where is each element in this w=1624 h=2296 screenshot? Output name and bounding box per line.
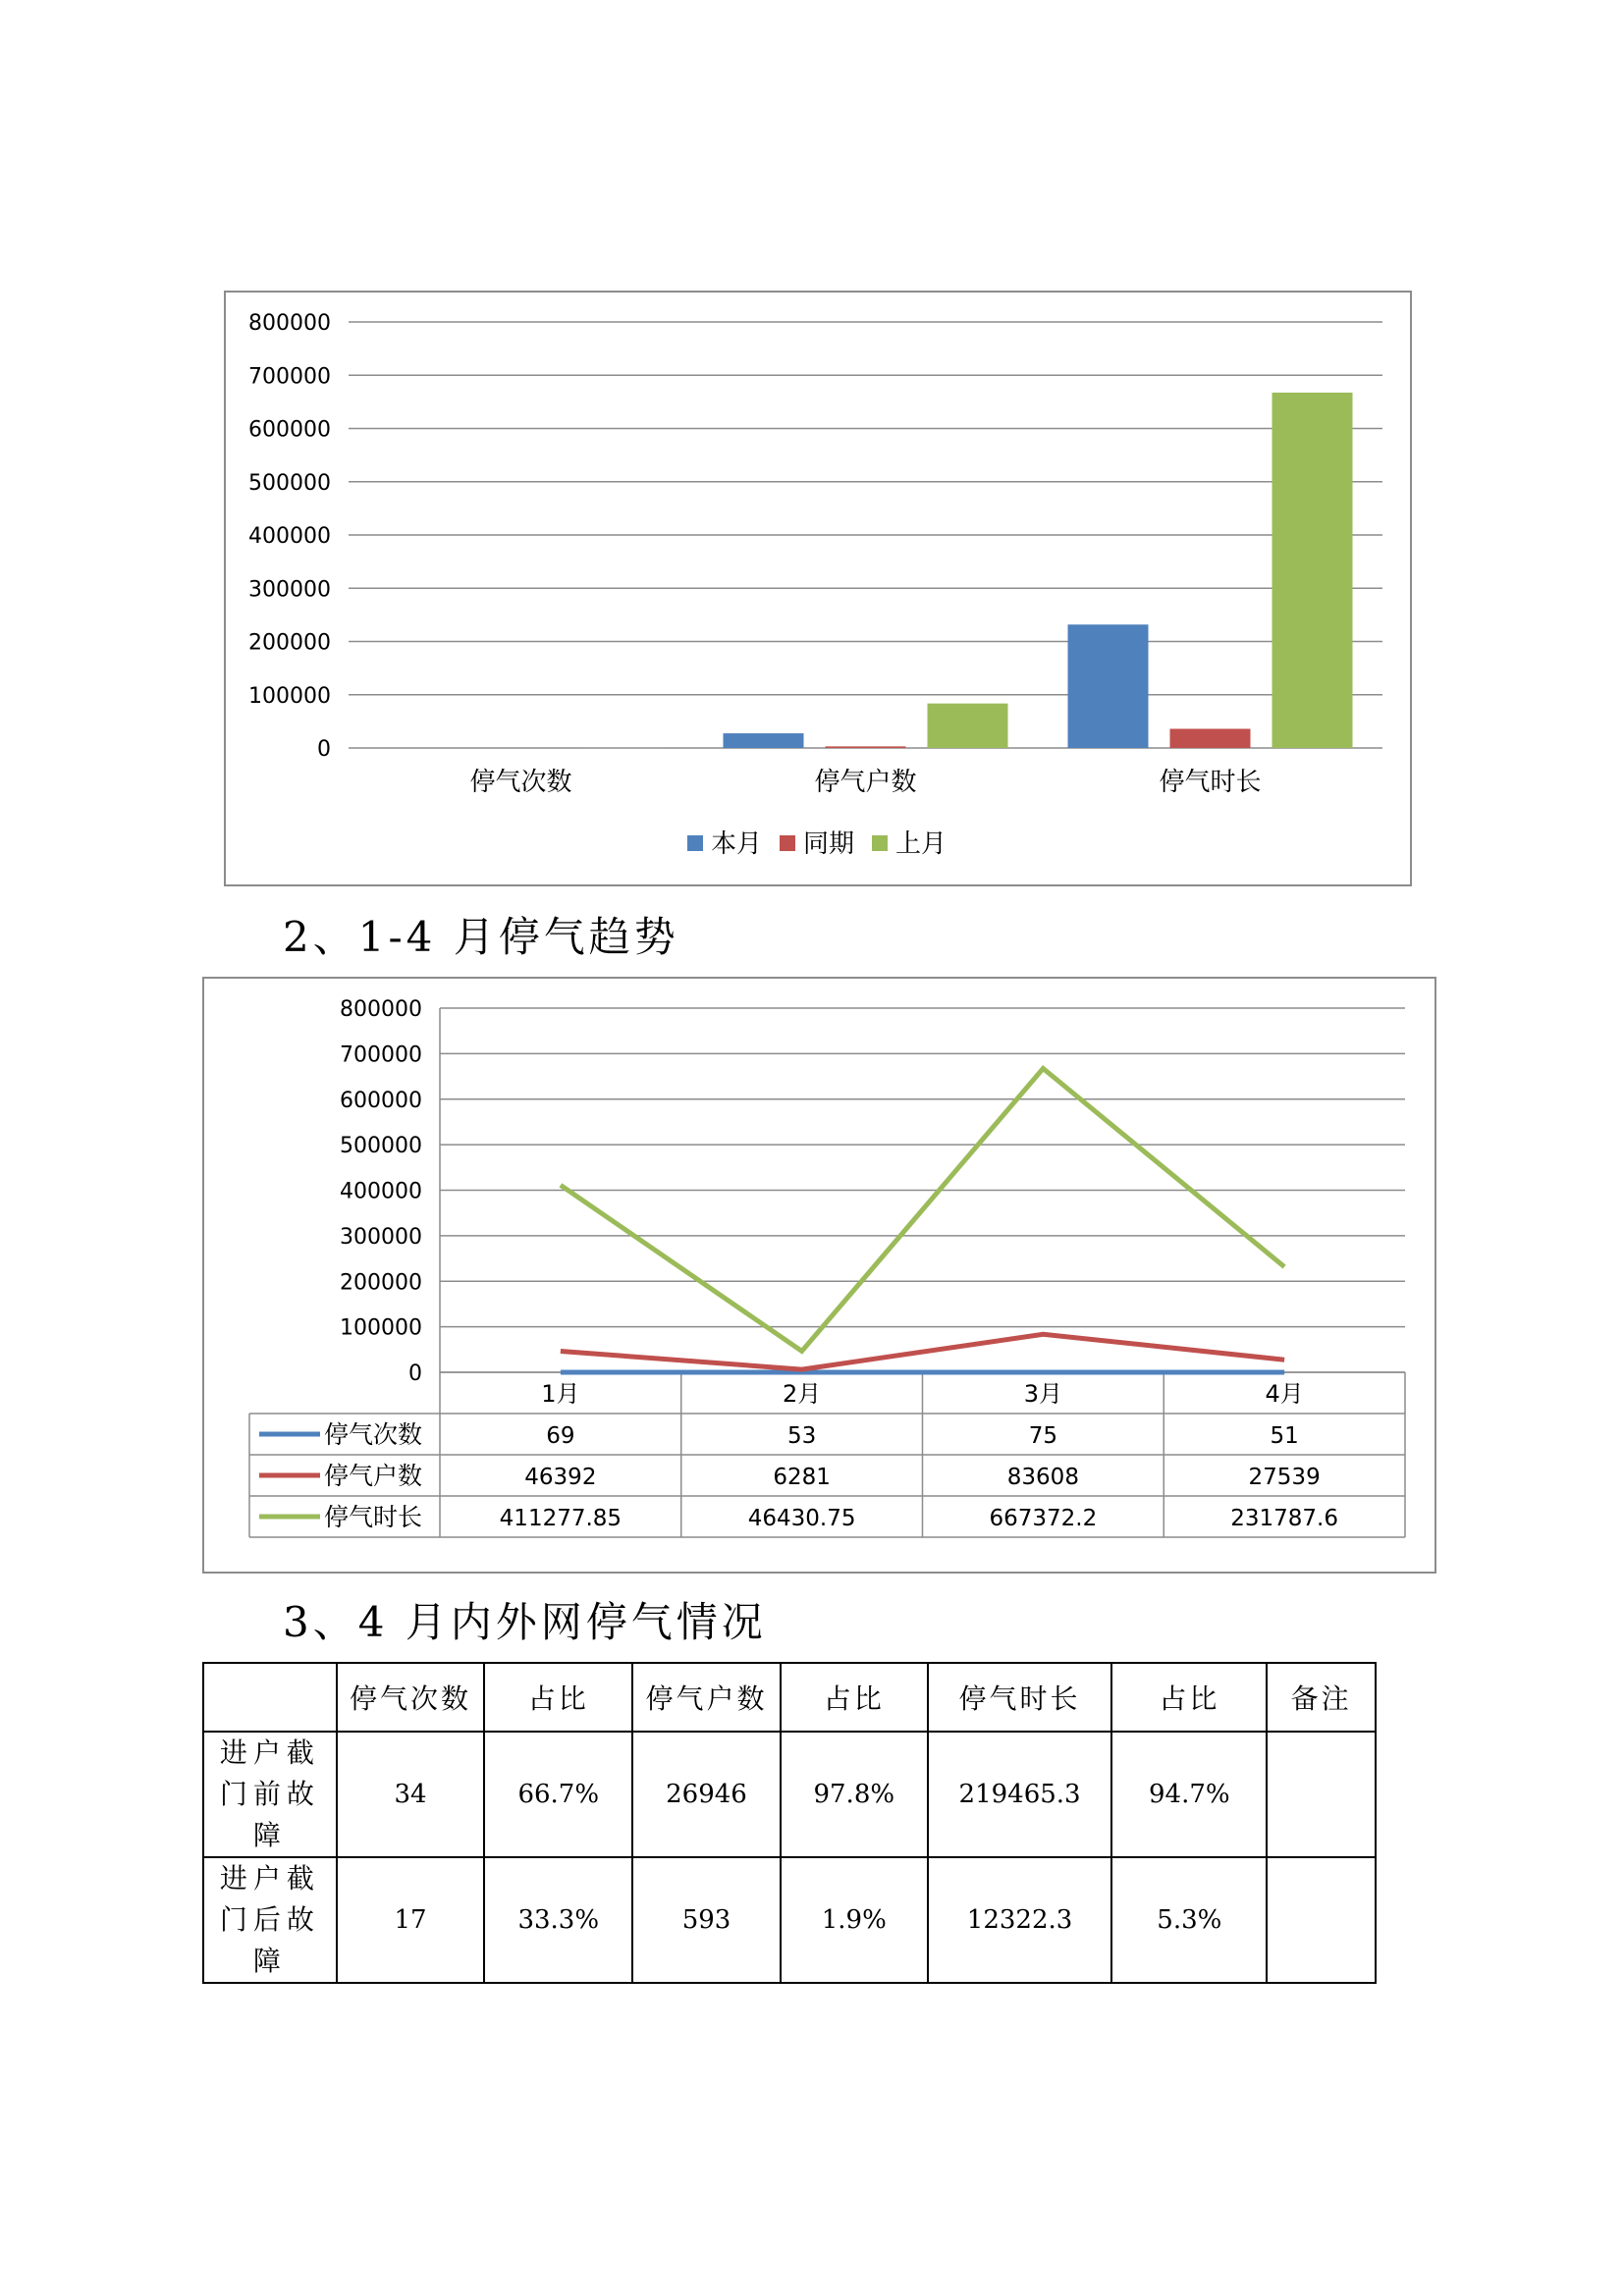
legend-label: 停气次数 — [324, 1420, 423, 1449]
data-label: 6281 — [773, 1465, 831, 1490]
bar — [1272, 393, 1353, 748]
table-header-cell — [203, 1663, 337, 1732]
trend-heading: 2、1-4 月停气趋势 — [283, 913, 679, 961]
table-cell: 12322.3 — [928, 1857, 1112, 1983]
table-cell: 66.7% — [484, 1732, 632, 1857]
table-cell: 1.9% — [781, 1857, 928, 1983]
bar-chart — [226, 293, 1410, 884]
table-row-label: 进户截门前故障 — [203, 1732, 337, 1857]
table-cell: 97.8% — [781, 1732, 928, 1857]
bar — [1068, 624, 1149, 748]
x-tick-label: 1月 — [541, 1380, 580, 1408]
data-label: 83608 — [1006, 1465, 1079, 1490]
table-header-cell: 占比 — [1111, 1663, 1267, 1732]
legend-label: 停气时长 — [324, 1503, 423, 1531]
y-tick-label: 100000 — [248, 683, 331, 709]
legend-label: 本月 — [711, 829, 763, 859]
data-label: 69 — [546, 1423, 575, 1449]
data-table — [249, 1372, 1405, 1537]
y-tick-label: 800000 — [248, 311, 331, 336]
table-row — [203, 1857, 1376, 1983]
y-tick-label: 200000 — [340, 1270, 422, 1296]
legend-label: 上月 — [895, 829, 947, 859]
chart-legend — [687, 829, 947, 859]
table-cell: 33.3% — [484, 1857, 632, 1983]
data-label: 231787.6 — [1230, 1506, 1338, 1531]
y-tick-label: 600000 — [340, 1088, 422, 1113]
y-tick-label: 400000 — [340, 1179, 422, 1204]
bar — [724, 733, 804, 748]
y-tick-label: 500000 — [340, 1134, 422, 1159]
x-tick-label: 停气时长 — [1159, 768, 1262, 797]
y-tick-label: 200000 — [248, 630, 331, 656]
table-cell: 26946 — [632, 1732, 781, 1857]
y-tick-label: 600000 — [248, 417, 331, 443]
y-tick-label: 800000 — [340, 997, 422, 1022]
data-label: 667372.2 — [989, 1506, 1098, 1531]
table-header-cell: 占比 — [484, 1663, 632, 1732]
table-cell: 5.3% — [1111, 1857, 1267, 1983]
series-line — [561, 1069, 1284, 1352]
table-header-cell: 停气次数 — [337, 1663, 485, 1732]
legend-label: 同期 — [803, 829, 855, 859]
data-label: 53 — [786, 1423, 817, 1449]
table-header-cell: 占比 — [781, 1663, 928, 1732]
x-tick-label: 4月 — [1265, 1380, 1304, 1408]
table-cell: 219465.3 — [928, 1732, 1112, 1857]
data-label: 51 — [1270, 1423, 1299, 1449]
data-label: 75 — [1028, 1423, 1058, 1449]
legend-swatch — [780, 835, 795, 851]
y-tick-label: 400000 — [248, 524, 331, 549]
legend-swatch — [687, 835, 703, 851]
table-cell: 34 — [337, 1732, 485, 1857]
line-chart — [204, 979, 1435, 1572]
x-tick-label: 停气次数 — [469, 768, 572, 797]
data-label: 27539 — [1248, 1465, 1321, 1490]
y-tick-label: 500000 — [248, 470, 331, 496]
table-cell: 593 — [632, 1857, 781, 1983]
y-tick-label: 0 — [408, 1362, 422, 1386]
legend-label: 停气户数 — [324, 1462, 423, 1490]
table-cell: 17 — [337, 1857, 485, 1983]
table-cell — [1267, 1732, 1376, 1857]
table-cell — [1267, 1857, 1376, 1983]
bar — [826, 746, 906, 748]
bar — [928, 704, 1008, 748]
table-row — [203, 1732, 1376, 1857]
network-heading: 3、4 月内外网停气情况 — [283, 1598, 767, 1646]
bar — [1170, 728, 1251, 748]
network-outage-table — [202, 1662, 1377, 1984]
series-line — [561, 1334, 1284, 1369]
data-label: 46430.75 — [747, 1506, 856, 1531]
bar-chart-container — [224, 291, 1412, 886]
data-label: 46392 — [524, 1465, 597, 1490]
y-tick-label: 300000 — [248, 577, 331, 603]
y-tick-label: 300000 — [340, 1224, 422, 1250]
y-tick-label: 700000 — [248, 364, 331, 390]
table-cell: 94.7% — [1111, 1732, 1267, 1857]
table-row-label: 进户截门后故障 — [203, 1857, 337, 1983]
table-header-cell: 停气户数 — [632, 1663, 781, 1732]
line-chart-container — [202, 977, 1436, 1574]
x-tick-label: 3月 — [1023, 1380, 1063, 1408]
table-header-cell: 备注 — [1267, 1663, 1376, 1732]
table-header-cell: 停气时长 — [928, 1663, 1112, 1732]
data-label: 411277.85 — [499, 1506, 623, 1531]
table-header-row — [203, 1663, 1376, 1732]
legend-swatch — [872, 835, 888, 851]
x-tick-label: 停气户数 — [814, 768, 917, 797]
y-tick-label: 100000 — [340, 1315, 422, 1341]
y-tick-label: 700000 — [340, 1042, 422, 1068]
y-tick-label: 0 — [317, 737, 331, 762]
x-tick-label: 2月 — [782, 1380, 822, 1408]
